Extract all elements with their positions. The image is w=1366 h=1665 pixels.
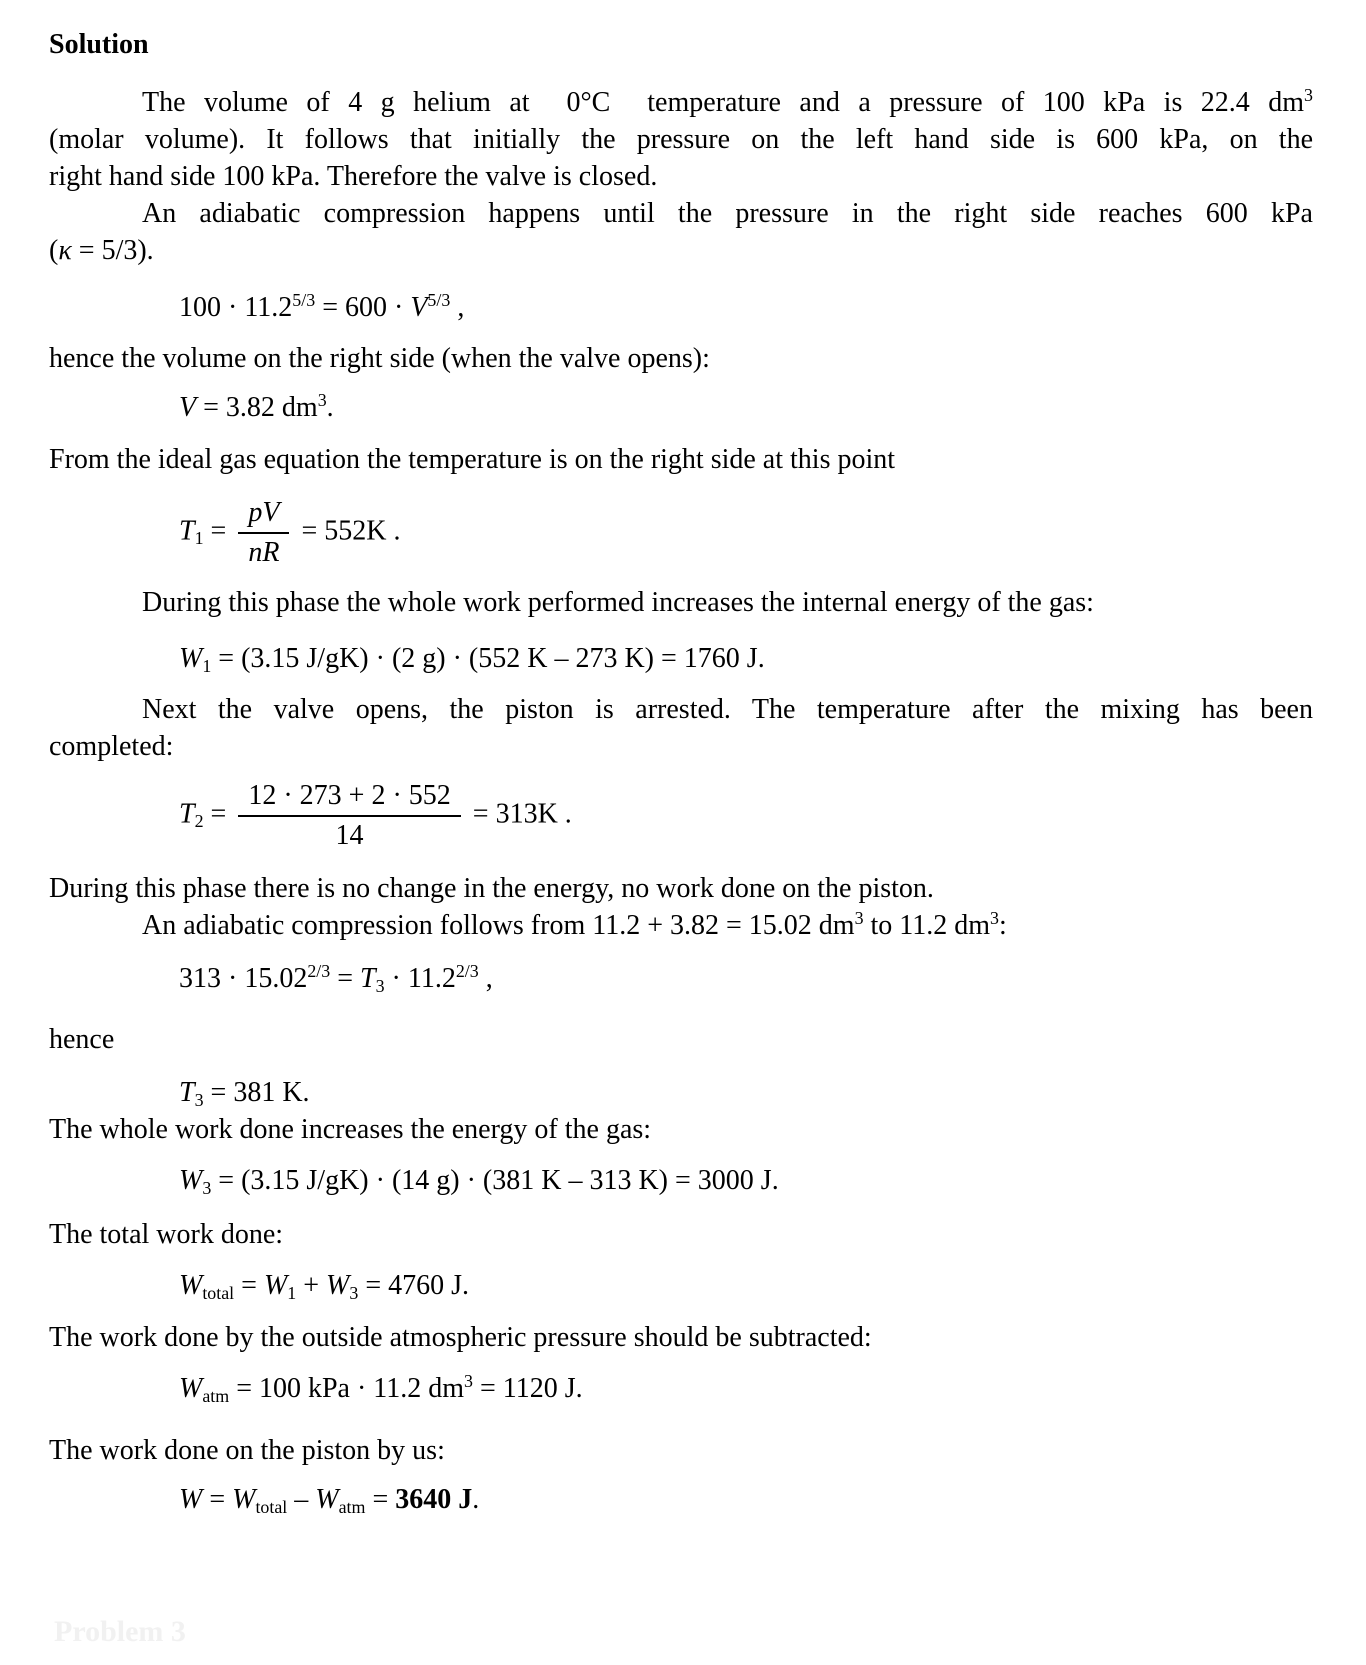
- exponent: 2/3: [455, 961, 479, 982]
- equation-t2: [179, 779, 1313, 853]
- text-run: = 4760 J.: [358, 1270, 469, 1301]
- text-run: hence the volume on the right side (when the valve opens):: [49, 343, 710, 374]
- variable-W: W: [179, 1373, 203, 1404]
- text-run: = 3.82 dm: [196, 392, 318, 423]
- paragraph-intro: [49, 84, 1313, 195]
- variable-W: W: [179, 1484, 203, 1515]
- text-run: During this phase there is no change in the energy, no work done on the piston.: [49, 873, 934, 904]
- para-line: [49, 728, 1313, 765]
- fraction-denominator: nR: [238, 532, 289, 570]
- equation-adiabatic-2: [179, 960, 1313, 997]
- text-run: = 552K .: [294, 515, 401, 547]
- variable-W: W: [326, 1270, 350, 1301]
- variable-W: W: [179, 1270, 203, 1301]
- para-line: [49, 907, 1313, 944]
- variable-T: T: [179, 798, 195, 830]
- text-run: right hand side 100 kPa. Therefore the valve is closed.: [49, 161, 658, 192]
- text-run: = (3.15 J/gK) · (2 g) · (552 K – 273 K) = 1760 J.: [211, 643, 765, 674]
- text-run: to 11.2 dm: [863, 910, 991, 941]
- superscript-3: 3: [1304, 85, 1313, 106]
- text-run: =: [203, 798, 234, 830]
- equation-adiabatic-1: [179, 289, 1313, 326]
- text-run: · 11.2: [384, 963, 456, 994]
- sentence-total-work: [49, 1216, 1313, 1253]
- solution-heading: Solution: [49, 29, 149, 60]
- text-run: = 100 kPa · 11.2 dm: [229, 1373, 465, 1404]
- kappa-symbol: κ: [58, 235, 72, 266]
- para-line: [49, 232, 1313, 269]
- variable-W: W: [179, 1165, 203, 1196]
- subscript: 3: [194, 1090, 204, 1111]
- paragraph-next-valve: [49, 691, 1313, 765]
- text-run: 313 · 15.02: [179, 963, 308, 994]
- text-run: An adiabatic compression happens until the pressure in the right side reaches 600 kPa: [142, 198, 1313, 229]
- variable-W: W: [179, 643, 203, 674]
- exponent: 2/3: [307, 961, 331, 982]
- sentence-piston-work: [49, 1432, 1313, 1469]
- subscript: 3: [375, 976, 385, 997]
- exponent: 5/3: [292, 290, 316, 311]
- text-run: =: [330, 963, 361, 994]
- para-line: [49, 84, 1313, 121]
- equation-w1: [179, 640, 1313, 677]
- text-run: =: [365, 1484, 396, 1515]
- text-run: = 313K .: [465, 798, 572, 830]
- text-run: :: [999, 910, 1007, 941]
- fraction-denominator: 14: [238, 815, 460, 853]
- text-run: hence: [49, 1024, 115, 1055]
- para-line: [49, 158, 1313, 195]
- paragraph-during-phase-2: [49, 870, 1313, 944]
- text-run: The volume of 4 g helium at 0°C temperature and a pressure of 100 kPa is 22.4 dm: [142, 87, 1305, 118]
- subscript: 1: [194, 528, 204, 549]
- text-run: .: [326, 392, 334, 423]
- variable-T: T: [179, 1077, 195, 1108]
- text-run: Next the valve opens, the piston is arrested. The temperature after the mixing has been: [142, 694, 1313, 725]
- text-run: (molar volume). It follows that initially the pressure on the left hand side is 600 kPa, on the: [49, 124, 1313, 155]
- subscript: 1: [287, 1283, 297, 1304]
- sentence-during-phase-1: [49, 584, 1313, 621]
- text-run: =: [202, 1484, 233, 1515]
- text-run: .: [472, 1484, 480, 1515]
- superscript-3: 3: [464, 1371, 473, 1392]
- variable-V: V: [410, 292, 428, 323]
- superscript-3: 3: [854, 908, 864, 929]
- equation-final-work: [179, 1481, 1313, 1518]
- subscript: total: [255, 1497, 288, 1518]
- text-run: = 5/3).: [71, 235, 154, 266]
- subscript: 2: [194, 811, 204, 832]
- text-run: =: [234, 1270, 264, 1301]
- equation-t1: [179, 496, 1313, 570]
- text-run: During this phase the whole work performed increases the internal energy of the gas:: [142, 587, 1094, 618]
- subscript: atm: [202, 1386, 230, 1407]
- equation-watm: [179, 1370, 1313, 1407]
- text-run: = 600 ·: [315, 292, 411, 323]
- text-run: –: [287, 1484, 316, 1515]
- para-line: [49, 870, 1313, 907]
- variable-W: W: [263, 1270, 288, 1301]
- sentence-hence: [49, 1021, 1313, 1058]
- variable-T: T: [179, 515, 195, 547]
- sentence-ideal-gas: [49, 441, 1313, 478]
- superscript-3: 3: [990, 908, 999, 929]
- text-run: From the ideal gas equation the temperature is on the right side at this point: [49, 444, 896, 475]
- sentence-whole-work: [49, 1111, 1313, 1148]
- text-run: = 381 K.: [203, 1077, 310, 1108]
- text-run: The work done by the outside atmospheric pressure should be subtracted:: [49, 1322, 872, 1353]
- subscript: atm: [338, 1497, 366, 1518]
- variable-V: V: [179, 392, 197, 423]
- text-run: = 1120 J.: [473, 1373, 583, 1404]
- watermark-problem-3: Problem 3: [54, 1615, 186, 1648]
- text-run: (: [49, 235, 59, 266]
- exponent: 3: [317, 390, 327, 411]
- text-run: The work done on the piston by us:: [49, 1435, 445, 1466]
- equation-t3: [179, 1074, 1313, 1111]
- para-line: [49, 195, 1313, 232]
- final-answer: 3640 J: [395, 1484, 473, 1515]
- fraction: [238, 779, 460, 853]
- variable-W: W: [315, 1484, 339, 1515]
- para-line: [49, 691, 1313, 728]
- variable-W: W: [232, 1484, 256, 1515]
- text-run: = (3.15 J/gK) · (14 g) · (381 K – 313 K) = 3000 J.: [211, 1165, 779, 1196]
- text-run: The total work done:: [49, 1219, 284, 1250]
- text-run: An adiabatic compression follows from 11.2 + 3.82 = 15.02 dm: [142, 910, 855, 941]
- text-run: +: [296, 1270, 327, 1301]
- variable-T: T: [360, 963, 376, 994]
- text-run: ,: [478, 963, 493, 994]
- fraction-numerator: pV: [248, 497, 280, 528]
- exponent: 5/3: [427, 290, 451, 311]
- fraction-numerator: 12 · 273 + 2 · 552: [248, 780, 451, 811]
- text-run: The whole work done increases the energy of the gas:: [49, 1114, 652, 1145]
- equation-wtotal: [179, 1267, 1313, 1304]
- sentence-outside-work: [49, 1319, 1313, 1356]
- sentence-hence-volume: [49, 340, 1313, 377]
- subscript: 1: [202, 656, 212, 677]
- text-run: completed:: [49, 731, 174, 762]
- text-run: ,: [450, 292, 465, 323]
- subscript: 3: [349, 1283, 359, 1304]
- paragraph-adiabatic-compression: [49, 195, 1313, 269]
- text-run: =: [203, 515, 234, 547]
- subscript: 3: [202, 1178, 212, 1199]
- para-line: [49, 121, 1313, 158]
- text-run: 100 · 11.2: [179, 292, 293, 323]
- subscript: total: [202, 1283, 235, 1304]
- equation-w3: [179, 1162, 1313, 1199]
- equation-volume: [179, 389, 1313, 426]
- fraction: [238, 496, 289, 570]
